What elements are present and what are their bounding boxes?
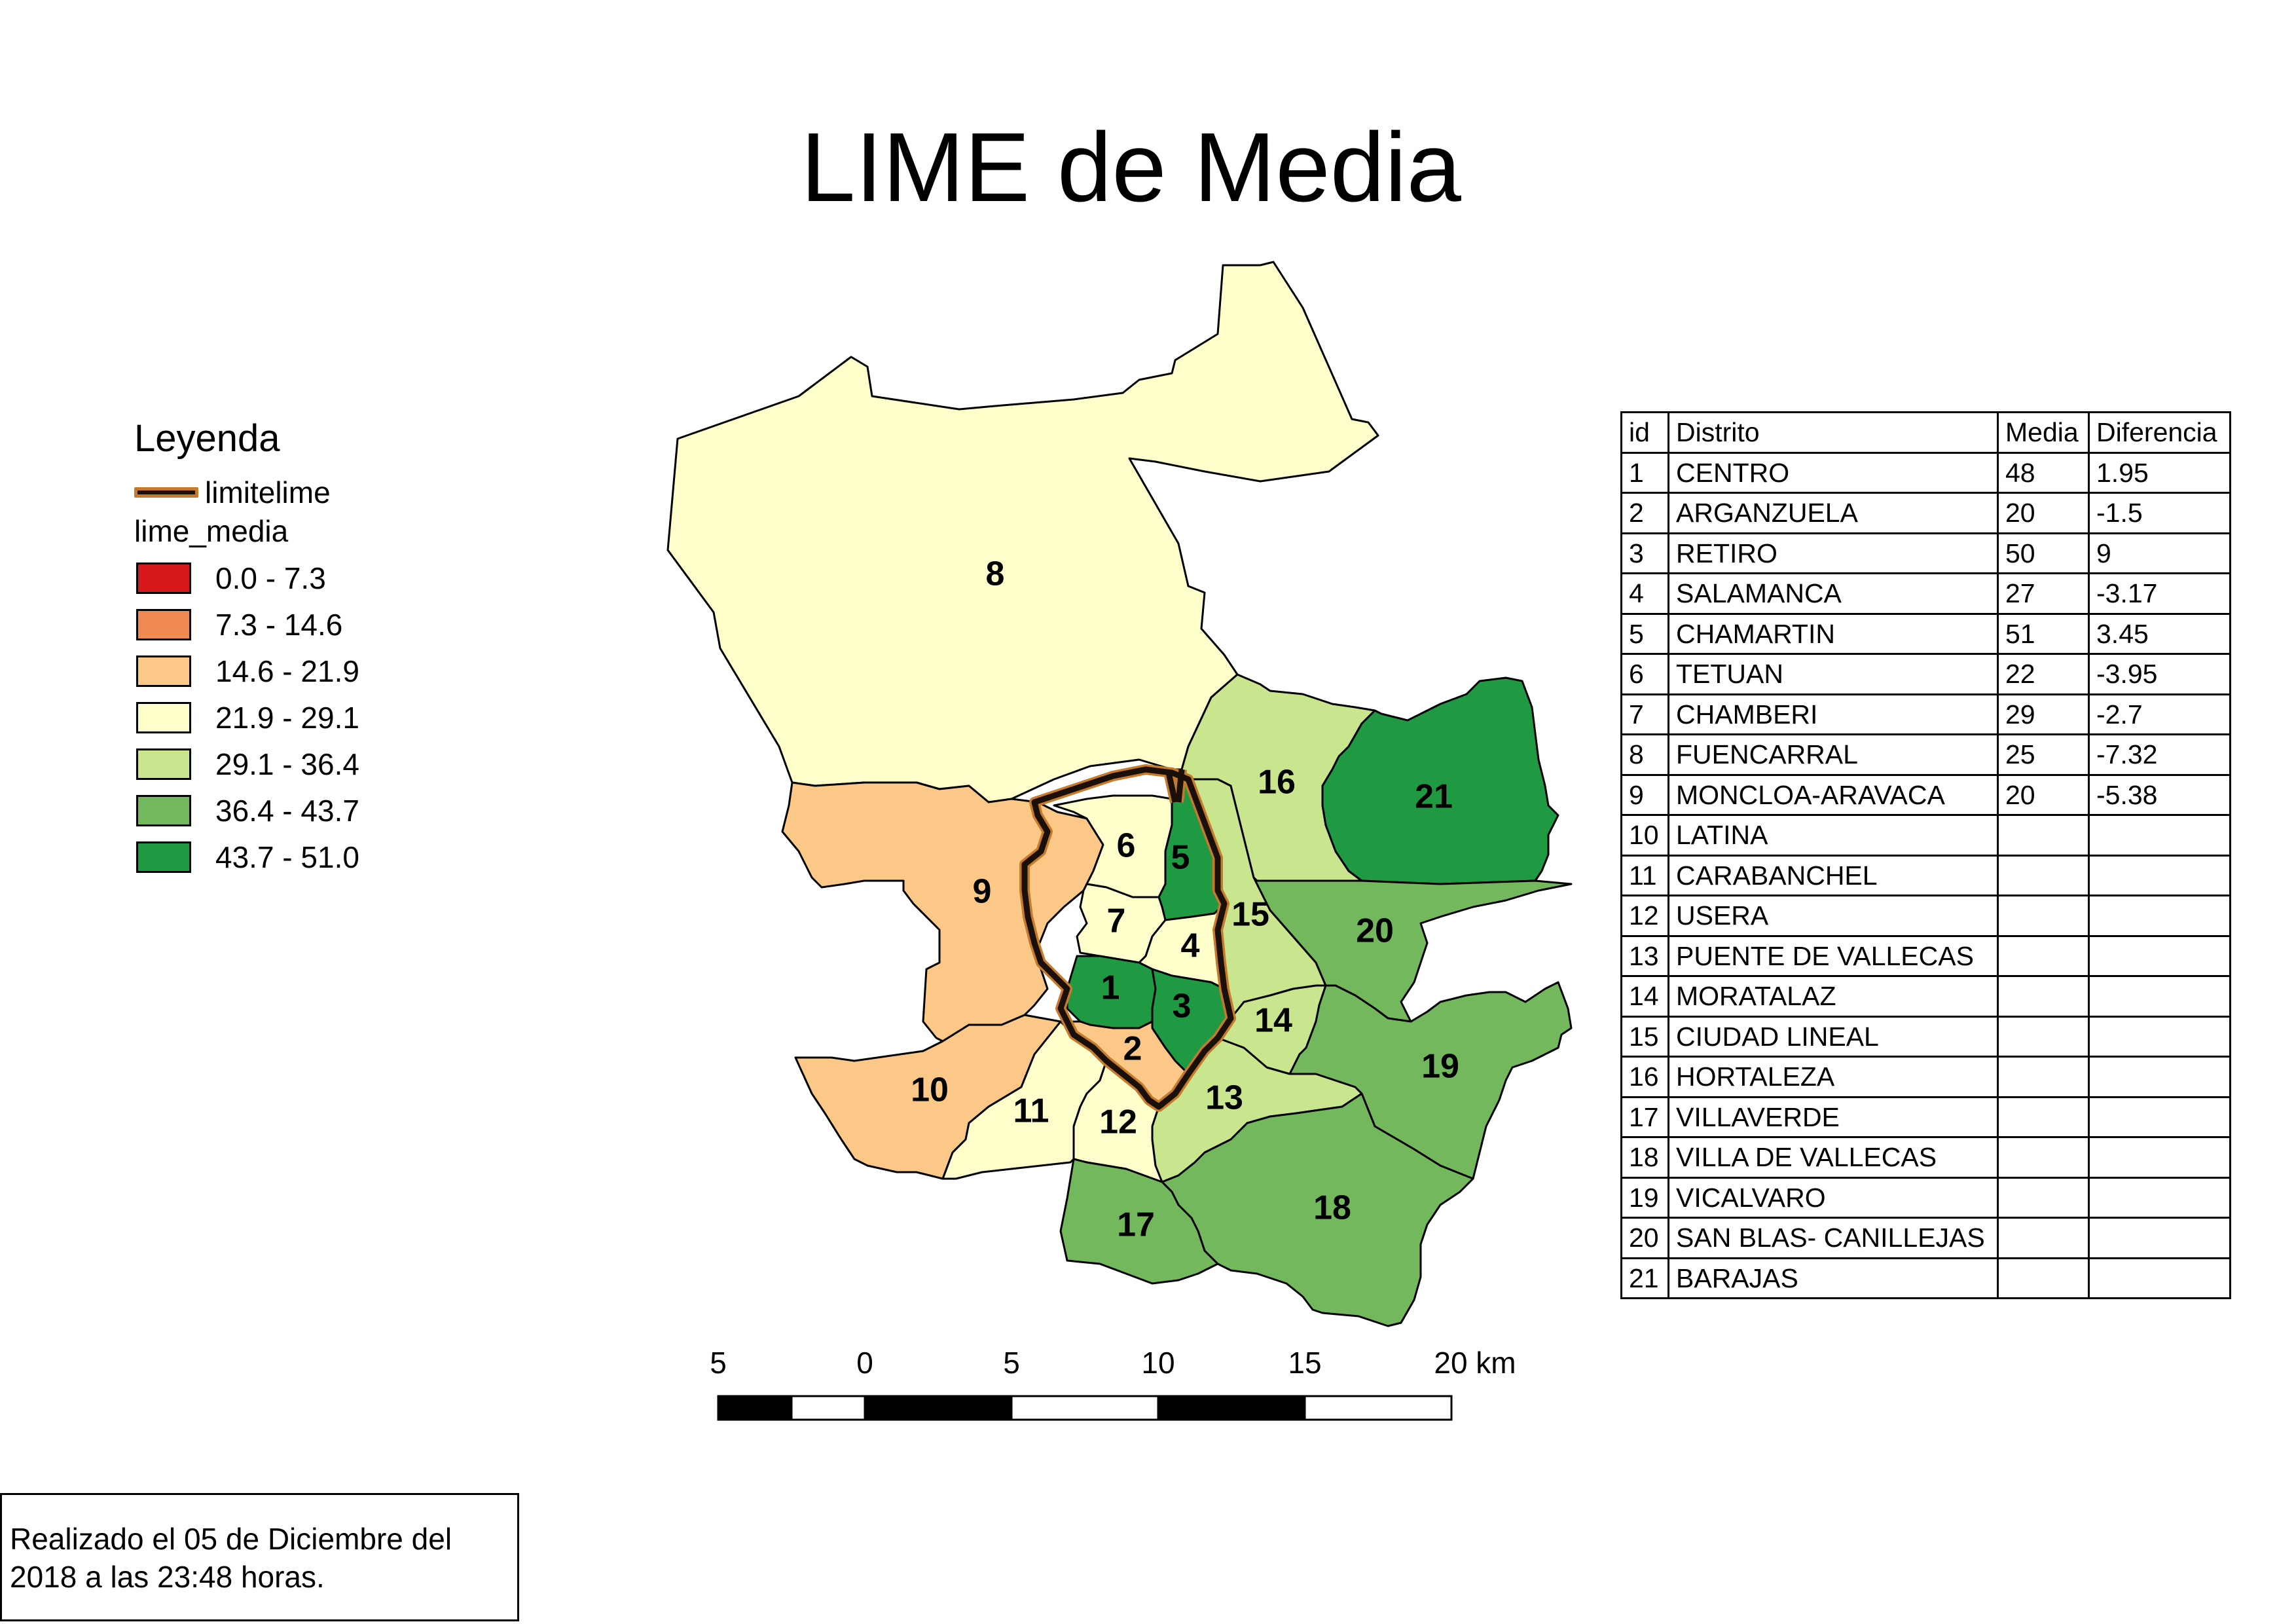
table-cell-id: 11 <box>1622 855 1669 896</box>
table-row <box>1622 976 2231 1017</box>
legend-class-label: 0.0 - 7.3 <box>215 561 326 595</box>
table-cell-diferencia <box>2089 815 2231 856</box>
table-row <box>1622 936 2231 976</box>
table-cell-id: 15 <box>1622 1016 1669 1057</box>
table-cell-distrito: CENTRO <box>1669 452 1998 493</box>
table-cell-diferencia <box>2089 1177 2231 1218</box>
table-row <box>1622 1097 2231 1137</box>
table-cell-diferencia <box>2089 855 2231 896</box>
district-label-10: 10 <box>911 1071 949 1109</box>
table-row <box>1622 614 2231 654</box>
table-cell-media <box>1998 896 2089 936</box>
legend-class-label: 29.1 - 36.4 <box>215 747 359 781</box>
table-cell-distrito: MONCLOA-ARAVACA <box>1669 775 1998 815</box>
table-row <box>1622 493 2231 534</box>
table-row <box>1622 574 2231 614</box>
table-cell-media <box>1998 1177 2089 1218</box>
district-label-17: 17 <box>1117 1206 1155 1244</box>
table-header-id: id <box>1622 413 1669 453</box>
scale-bar-segment <box>1011 1396 1158 1420</box>
table-cell-distrito: CIUDAD LINEAL <box>1669 1016 1998 1057</box>
table-cell-id: 14 <box>1622 976 1669 1017</box>
table-header-row <box>1622 413 2231 453</box>
scale-bar-segment <box>718 1396 792 1420</box>
scale-bar-label: 20 km <box>1434 1346 1516 1380</box>
table-cell-diferencia <box>2089 1258 2231 1299</box>
table-row <box>1622 815 2231 856</box>
table-cell-media <box>1998 1097 2089 1137</box>
table-cell-diferencia: 9 <box>2089 533 2231 574</box>
table-cell-media <box>1998 1137 2089 1178</box>
table-cell-diferencia <box>2089 1057 2231 1098</box>
table-cell-id: 13 <box>1622 936 1669 976</box>
legend-class-label: 7.3 - 14.6 <box>215 607 343 642</box>
district-label-3: 3 <box>1172 987 1192 1025</box>
table-cell-media: 22 <box>1998 654 2089 695</box>
table-cell-media: 50 <box>1998 533 2089 574</box>
legend-class-label: 43.7 - 51.0 <box>215 840 359 874</box>
table-row <box>1622 1258 2231 1299</box>
legend-field-label: lime_media <box>134 514 289 548</box>
district-label-14: 14 <box>1254 1001 1292 1040</box>
table-row <box>1622 1177 2231 1218</box>
legend-class-label: 36.4 - 43.7 <box>215 793 359 828</box>
scale-bar-label: 0 <box>856 1346 873 1380</box>
scale-bar-segment <box>1305 1396 1451 1420</box>
table-row <box>1622 1057 2231 1098</box>
table-header-diferencia: Diferencia <box>2089 413 2231 453</box>
table-header-distrito: Distrito <box>1669 413 1998 453</box>
scale-bar-segment <box>792 1396 865 1420</box>
table-cell-distrito: CHAMARTIN <box>1669 614 1998 654</box>
table-cell-media: 51 <box>1998 614 2089 654</box>
table-cell-id: 21 <box>1622 1258 1669 1299</box>
scale-bar-label: 10 <box>1141 1346 1175 1380</box>
legend-boundary-label: limitelime <box>205 475 331 509</box>
district-label-9: 9 <box>972 872 992 911</box>
table-row <box>1622 896 2231 936</box>
district-label-2: 2 <box>1123 1029 1142 1068</box>
table-cell-distrito: CHAMBERI <box>1669 694 1998 735</box>
table-cell-id: 2 <box>1622 493 1669 534</box>
table-cell-distrito: HORTALEZA <box>1669 1057 1998 1098</box>
scale-bar-label: 5 <box>710 1346 727 1380</box>
table-cell-media: 25 <box>1998 735 2089 775</box>
table-cell-media <box>1998 1258 2089 1299</box>
scale-bar-label: 15 <box>1288 1346 1322 1380</box>
table-cell-media: 27 <box>1998 574 2089 614</box>
table-cell-id: 10 <box>1622 815 1669 856</box>
table-cell-id: 18 <box>1622 1137 1669 1178</box>
scale-bar-segment <box>865 1396 1011 1420</box>
district-label-21: 21 <box>1415 777 1453 816</box>
table-cell-distrito: MORATALAZ <box>1669 976 1998 1017</box>
table-cell-id: 9 <box>1622 775 1669 815</box>
table-cell-id: 17 <box>1622 1097 1669 1137</box>
table-cell-media <box>1998 855 2089 896</box>
table-cell-diferencia: -3.95 <box>2089 654 2231 695</box>
legend-class-label: 14.6 - 21.9 <box>215 654 359 688</box>
district-label-6: 6 <box>1116 826 1136 865</box>
table-cell-media <box>1998 1016 2089 1057</box>
table-cell-distrito: LATINA <box>1669 815 1998 856</box>
table-cell-diferencia <box>2089 976 2231 1017</box>
table-cell-diferencia: -3.17 <box>2089 574 2231 614</box>
table-cell-distrito: ARGANZUELA <box>1669 493 1998 534</box>
table-cell-diferencia: 3.45 <box>2089 614 2231 654</box>
table-cell-id: 12 <box>1622 896 1669 936</box>
table-cell-id: 20 <box>1622 1218 1669 1259</box>
district-label-4: 4 <box>1180 927 1200 965</box>
table-cell-distrito: SAN BLAS- CANILLEJAS <box>1669 1218 1998 1259</box>
district-label-16: 16 <box>1258 763 1296 802</box>
table-cell-distrito: USERA <box>1669 896 1998 936</box>
district-9-moncloa-aravaca[interactable] <box>782 783 1103 1041</box>
table-cell-media <box>1998 1218 2089 1259</box>
district-label-12: 12 <box>1099 1103 1137 1141</box>
table-cell-diferencia <box>2089 896 2231 936</box>
table-cell-distrito: VILLA DE VALLECAS <box>1669 1137 1998 1178</box>
legend-class-label: 21.9 - 29.1 <box>215 700 359 735</box>
table-cell-media <box>1998 976 2089 1017</box>
table-cell-id: 1 <box>1622 452 1669 493</box>
table-cell-media: 29 <box>1998 694 2089 735</box>
table-cell-diferencia <box>2089 936 2231 976</box>
district-label-7: 7 <box>1106 902 1126 940</box>
table-cell-id: 8 <box>1622 735 1669 775</box>
map-title: LIME de Media <box>801 112 1461 222</box>
table-cell-id: 7 <box>1622 694 1669 735</box>
table-row <box>1622 654 2231 695</box>
table-cell-id: 6 <box>1622 654 1669 695</box>
table-row <box>1622 533 2231 574</box>
district-label-5: 5 <box>1171 838 1190 877</box>
table-cell-diferencia <box>2089 1218 2231 1259</box>
table-cell-media: 20 <box>1998 775 2089 815</box>
attribute-table <box>1620 411 2231 1299</box>
district-label-8: 8 <box>985 555 1005 593</box>
table-cell-media <box>1998 936 2089 976</box>
table-header-media: Media <box>1998 413 2089 453</box>
district-label-19: 19 <box>1421 1047 1459 1086</box>
table-cell-id: 4 <box>1622 574 1669 614</box>
table-cell-distrito: CARABANCHEL <box>1669 855 1998 896</box>
scale-bar <box>710 1346 1516 1420</box>
scale-bar-label: 5 <box>1003 1346 1020 1380</box>
table-cell-diferencia <box>2089 1097 2231 1137</box>
table-cell-distrito: FUENCARRAL <box>1669 735 1998 775</box>
table-cell-diferencia: -5.38 <box>2089 775 2231 815</box>
table-cell-id: 19 <box>1622 1177 1669 1218</box>
district-label-13: 13 <box>1205 1079 1243 1117</box>
table-row <box>1622 1016 2231 1057</box>
table-row <box>1622 452 2231 493</box>
footer-note: Realizado el 05 de Diciembre del 2018 a las 23:48 horas. <box>0 1493 519 1621</box>
table-cell-distrito: VILLAVERDE <box>1669 1097 1998 1137</box>
table-cell-diferencia: -1.5 <box>2089 493 2231 534</box>
table-row <box>1622 775 2231 815</box>
scale-bar-segment <box>1158 1396 1305 1420</box>
table-cell-id: 16 <box>1622 1057 1669 1098</box>
district-label-20: 20 <box>1356 912 1394 950</box>
table-cell-id: 5 <box>1622 614 1669 654</box>
table-cell-diferencia: -2.7 <box>2089 694 2231 735</box>
district-label-1: 1 <box>1101 969 1120 1007</box>
table-row <box>1622 855 2231 896</box>
table-cell-media <box>1998 815 2089 856</box>
table-cell-distrito: TETUAN <box>1669 654 1998 695</box>
table-row <box>1622 1137 2231 1178</box>
table-cell-distrito: RETIRO <box>1669 533 1998 574</box>
district-label-18: 18 <box>1313 1189 1351 1227</box>
table-cell-distrito: SALAMANCA <box>1669 574 1998 614</box>
table-cell-distrito: BARAJAS <box>1669 1258 1998 1299</box>
table-cell-distrito: PUENTE DE VALLECAS <box>1669 936 1998 976</box>
table-row <box>1622 694 2231 735</box>
table-cell-diferencia <box>2089 1137 2231 1178</box>
table-cell-distrito: VICALVARO <box>1669 1177 1998 1218</box>
table-row <box>1622 735 2231 775</box>
legend-title: Leyenda <box>134 417 280 460</box>
table-cell-diferencia: 1.95 <box>2089 452 2231 493</box>
table-cell-media: 20 <box>1998 493 2089 534</box>
table-cell-diferencia <box>2089 1016 2231 1057</box>
table-cell-media: 48 <box>1998 452 2089 493</box>
table-row <box>1622 1218 2231 1259</box>
district-label-11: 11 <box>1013 1092 1049 1130</box>
table-cell-id: 3 <box>1622 533 1669 574</box>
table-cell-diferencia: -7.32 <box>2089 735 2231 775</box>
district-label-15: 15 <box>1231 895 1269 934</box>
table-cell-media <box>1998 1057 2089 1098</box>
